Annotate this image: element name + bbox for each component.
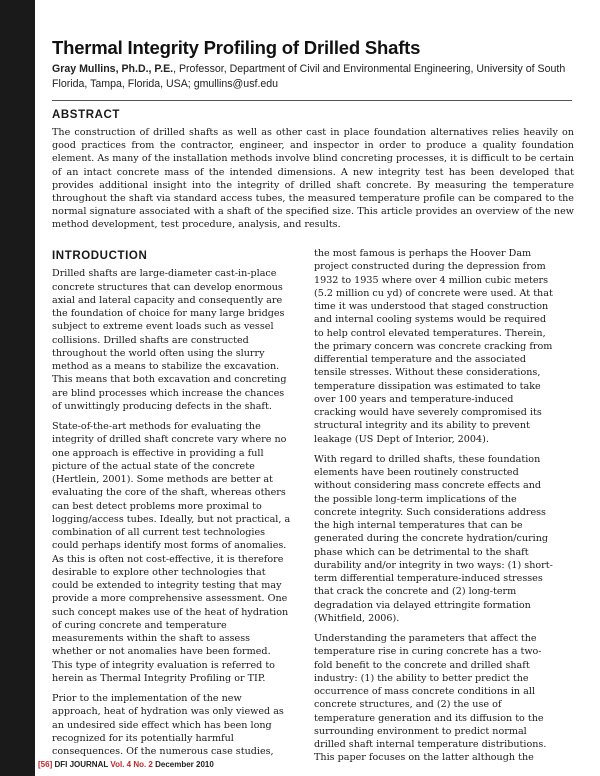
left-column: [52, 250, 292, 765]
journal-name: DFI JOURNAL: [54, 760, 109, 769]
page-number: [56]: [38, 760, 53, 769]
header-divider: [52, 100, 572, 101]
right-column: [314, 247, 554, 772]
paragraph: Prior to the implementation of the new approach, heat of hydration was only viewed as an undesired side effect which has been long recognized for its potentially harmful consequences. Of the numerous case studies,: [52, 693, 284, 757]
author-affiliation: , Professor, Department of Civil and Environmental Engineering, University of South Florida, Tampa, Florida, USA; gmullins@usf.edu: [52, 63, 566, 90]
paragraph: Drilled shafts are large-diameter cast-in-place concrete structures that can develop enormous axial and lateral capacity and consequently are the foundation of choice for many large bridges subject to extreme event loads such as vessel collisions. Drilled shafts are constructed throughout the world often using the slurry method as a means to stabilize the excavation. This means that both excavation and concreting are blind processes which increase the chances of unwittingly producing defects in the shaft.: [52, 268, 287, 412]
paragraph: State-of-the-art methods for evaluating the integrity of drilled shaft concrete vary where no one approach is effective in providing a full picture of the actual state of the concrete (Hertlein, 2001). Some methods are better at evaluating the core of the shaft, whereas others can best detect problems more proximal to logging/access tubes. Ideally, but not practical, a combination of all current test technologies could perhaps identify most forms of anomalies. As this is often not cost-effective, it is therefore desirable to explore other technologies that could be extended to integrity testing that may provide a more comprehensive assessment. One such concept makes use of the heat of hydration of curing concrete and temperature measurements within the shaft to assess whether or not anomalies have been formed. This type of integrity evaluation is referred to herein as Thermal Integrity Profiling or TIP.: [52, 421, 291, 684]
paragraph: With regard to drilled shafts, these foundation elements have been routinely constructed without considering mass concrete effects and the possible long-term implications of the concrete integrity. Such considerations address the high internal temperatures that can be generated during the concrete hydration/curing phase which can be detrimental to the shaft durability and/or integrity in two ways: (1) short-term differential temperature-induced stresses that crack the concrete and (2) long-term degradation via delayed ettringite formation (Whitfield, 2006).: [314, 453, 553, 624]
article-title: Thermal Integrity Profiling of Drilled Shafts: [52, 37, 421, 58]
abstract-heading: ABSTRACT: [52, 109, 121, 121]
author-block: [52, 62, 572, 92]
sidebar-bar: [0, 0, 35, 776]
author-name: Gray Mullins, Ph.D., P.E.: [52, 63, 174, 75]
paragraph: the most famous is perhaps the Hoover Dam project constructed during the depression from 1932 to 1935 where over 4 million cubic meters (5.2 million cu yd) of concrete were used. At that time it was understood that staged construction and internal cooling systems would be required to help control elevated temperatures. Therein, the primary concern was concrete cracking from differential temperature and the associated tensile stresses. Without these considerations, temperature dissipation was estimated to take over 100 years and temperature-induced cracking would have severely compromised its structural integrity and its ability to prevent leakage (US Dept of Interior, 2004).: [314, 248, 553, 445]
journal-date: December 2010: [155, 760, 214, 769]
abstract-text: The construction of drilled shafts as well as other cast in place foundation alternatives relies heavily on good practices from the contractor, engineer, and inspector in order to produce a quality foundation element. As many of the installation methods involve blind concreting processes, it is difficult to be certain of an intact concrete mass of the intended dimensions. A new integrity test has been developed that provides additional insight into the integrity of drilled shaft concrete. By measuring the temperature throughout the shaft via standard access tubes, the measured temperature profile can be compared to the normal signature associated with a shaft of the specified size. This article provides an overview of the new method development, test procedure, analysis, and results.: [52, 127, 574, 231]
journal-issue: Vol. 4 No. 2: [110, 760, 153, 769]
introduction-heading: INTRODUCTION: [52, 250, 148, 262]
paragraph: Understanding the parameters that affect the temperature rise in curing concrete has a two-fold benefit to the concrete and drilled shaft industry: (1) the ability to better predict the occurrence of mass concrete conditions in all concrete structures, and (2) the use of temperature generation and its diffusion to the surrounding environment to predict normal drilled shaft internal temperature distributions. This paper focuses on the latter although the: [314, 633, 547, 764]
page-footer: [38, 760, 214, 769]
